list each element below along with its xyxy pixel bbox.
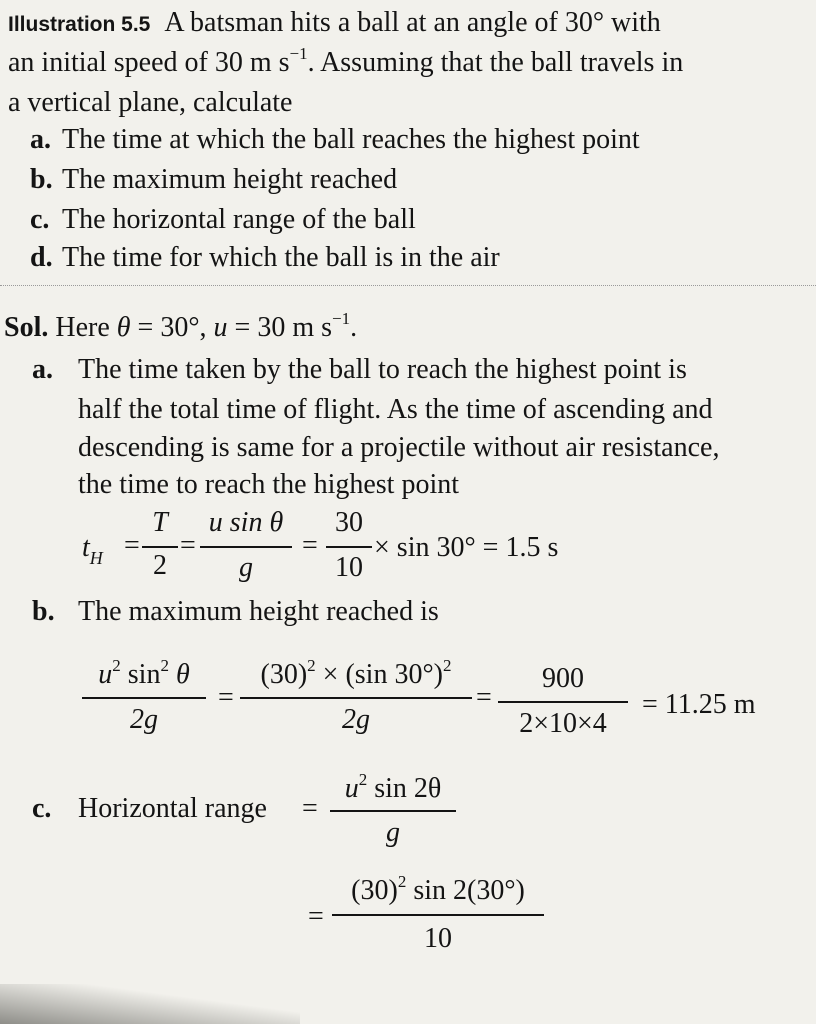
part-a-line-2: half the total time of flight. As the time of ascending and [78,394,713,425]
fraction-bar [240,697,472,699]
subscript-h: H [89,548,103,568]
given-mid: = 30°, [130,312,214,343]
sin-paren: × (sin 30°) [315,659,443,690]
given-pre: Here [55,312,110,343]
eq-b-frac3-num: 900 [542,663,584,694]
square-exponent: 2 [160,656,169,675]
sin-text: sin [120,659,161,690]
part-b-line [32,597,439,627]
item-text: The time for which the ball is in the air [62,242,500,273]
part-a-line-4: the time to reach the highest point [78,469,460,500]
eq-b-frac3-den: 2×10×4 [519,708,607,739]
equals-sign: = [302,793,318,824]
equals-sign: = [124,530,140,561]
thirty-paren: (30) [260,659,308,690]
eq-a-result: × sin 30° = 1.5 s [374,532,559,563]
sol-label: Sol. [4,312,49,343]
illustration-line-2 [8,44,684,81]
item-label: b. [30,164,53,195]
illustration-title: Illustration 5.5 [8,13,151,36]
section-divider [0,285,816,286]
given-dot: . [350,312,358,343]
page-edge-shadow [0,984,300,1024]
question-item-c [30,205,416,235]
item-label: a. [30,124,51,155]
equals-sign: = [476,682,492,713]
fraction-bar [200,546,292,548]
illustration-line-3: a vertical plane, calculate [8,87,293,118]
eq-c2-den: 10 [424,923,452,954]
frac-10: 10 [335,552,363,583]
theta-symbol: θ [116,312,131,343]
equals-sign: = [302,530,318,561]
square-exponent: 2 [307,656,316,675]
question-item-a [30,125,640,155]
illustration-line-1 [8,8,661,40]
frac-usin: u sin θ [208,507,284,538]
fraction-bar [330,810,456,812]
fraction-bar [498,701,628,703]
frac-2: 2 [153,550,167,581]
part-a-line-3: descending is same for a projectile without air resistance, [78,432,720,463]
frac-g: g [239,552,253,583]
equals-sign: = [218,682,234,713]
sin-2-30: sin 2(30°) [406,875,525,906]
eq-b-frac2-num [240,656,472,693]
part-a-line-1 [32,355,687,385]
fraction-bar [142,546,178,548]
square-exponent: 2 [442,656,452,675]
eq-b-result: = 11.25 m [642,689,756,720]
item-text: The horizontal range of the ball [62,204,416,235]
part-a-text-1: The time taken by the ball to reach the highest point is [78,354,687,385]
illustration-text-2: an initial speed of 30 m s [8,47,290,78]
illustration-text-1: A batsman hits a ball at an angle of 30° with [164,7,661,38]
given-end: = 30 m s [227,312,332,343]
illustration-text-2b: . Assuming that the ball travels in [307,47,684,78]
thirty-paren: (30) [351,875,398,906]
unit-exponent: −1 [332,309,351,328]
part-b-text: The maximum height reached is [78,596,439,627]
u-symbol: u [98,659,113,690]
frac-30: 30 [335,507,363,538]
frac-T: T [152,507,168,538]
eq-b-frac1-den: 2g [130,704,158,735]
eq-a-lhs [82,532,103,568]
sin-2theta: sin 2θ [367,773,442,804]
equals-sign: = [180,530,196,561]
part-c-line [32,794,267,824]
eq-c1-num [330,770,456,807]
part-c-label: c. [32,793,52,824]
part-a-label: a. [32,354,53,385]
eq-b-frac1-num [82,656,206,693]
u-symbol: u [213,312,228,343]
part-c-text: Horizontal range [78,793,267,824]
solution-header [4,309,358,346]
fraction-bar [82,697,206,699]
eq-b-frac2-den: 2g [342,704,370,735]
eq-c1-den: g [386,817,400,848]
u-symbol: u [344,773,359,804]
item-text: The maximum height reached [62,164,398,195]
unit-exponent: −1 [289,44,308,63]
theta-symbol: θ [168,659,190,690]
t-symbol: t [82,532,90,563]
square-exponent: 2 [397,872,407,891]
equals-sign: = [308,901,324,932]
part-b-label: b. [32,596,55,627]
question-item-b [30,165,397,195]
question-item-d [30,243,500,273]
fraction-bar [332,914,544,916]
fraction-bar [326,546,372,548]
square-exponent: 2 [358,770,368,789]
item-label: c. [30,204,50,235]
item-label: d. [30,242,53,273]
item-text: The time at which the ball reaches the highest point [62,124,640,155]
eq-c2-num [332,872,544,909]
square-exponent: 2 [112,656,121,675]
